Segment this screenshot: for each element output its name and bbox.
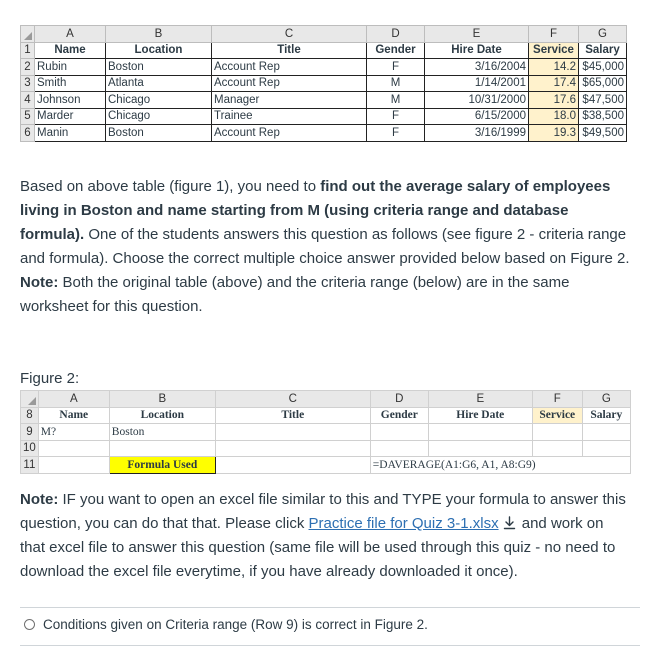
header-cell-location: Location xyxy=(106,42,212,59)
cell-location: Boston xyxy=(106,125,212,142)
cell-service: 17.6 xyxy=(529,92,579,109)
criteria-name-cell: M? xyxy=(38,424,109,441)
column-letter: C xyxy=(212,26,367,43)
row-number: 6 xyxy=(21,125,35,142)
note-text xyxy=(20,488,632,584)
header-cell-name: Name xyxy=(35,42,106,59)
answer-option[interactable] xyxy=(20,617,428,632)
column-letter: F xyxy=(529,26,579,43)
cell-title: Account Rep xyxy=(212,75,367,92)
cell-service: 14.2 xyxy=(529,59,579,76)
cell-service: 17.4 xyxy=(529,75,579,92)
cell-salary: $65,000 xyxy=(579,75,627,92)
row-number: 11 xyxy=(21,457,39,474)
empty-cell xyxy=(532,440,582,457)
column-letter: G xyxy=(579,26,627,43)
column-header-row xyxy=(21,26,627,43)
column-letter: E xyxy=(428,391,532,408)
cell-name: Marder xyxy=(35,108,106,125)
figure1-spreadsheet xyxy=(20,25,627,142)
empty-cell xyxy=(428,440,532,457)
cell-name: Manin xyxy=(35,125,106,142)
column-letter: B xyxy=(106,26,212,43)
criteria-header-hire-date: Hire Date xyxy=(428,407,532,424)
empty-cell xyxy=(428,424,532,441)
cell-hire-date: 3/16/2004 xyxy=(425,59,529,76)
formula-row xyxy=(21,457,631,474)
empty-cell xyxy=(582,440,630,457)
cell-name: Smith xyxy=(35,75,106,92)
table-row xyxy=(21,92,627,109)
cell-title: Manager xyxy=(212,92,367,109)
question-note-label: Note: xyxy=(20,274,59,291)
cell-gender: F xyxy=(367,125,425,142)
header-cell-gender: Gender xyxy=(367,42,425,59)
question-part: Both the original table (above) and the criteria range (below) are in the same worksheet for this question. xyxy=(20,274,570,315)
header-cell-title: Title xyxy=(212,42,367,59)
row-number: 5 xyxy=(21,108,35,125)
cell-service: 18.0 xyxy=(529,108,579,125)
empty-cell xyxy=(370,440,428,457)
empty-cell xyxy=(109,440,215,457)
row-number: 10 xyxy=(21,440,39,457)
criteria-header-gender: Gender xyxy=(370,407,428,424)
cell-title: Account Rep xyxy=(212,125,367,142)
cell-location: Chicago xyxy=(106,92,212,109)
empty-cell xyxy=(38,457,109,474)
empty-cell xyxy=(215,424,370,441)
column-letter: B xyxy=(109,391,215,408)
row-number: 3 xyxy=(21,75,35,92)
column-letter: E xyxy=(425,26,529,43)
cell-salary: $38,500 xyxy=(579,108,627,125)
formula-used-label: Formula Used xyxy=(109,457,215,474)
cell-gender: F xyxy=(367,59,425,76)
criteria-row xyxy=(21,424,631,441)
row-number: 8 xyxy=(21,407,39,424)
cell-hire-date: 6/15/2000 xyxy=(425,108,529,125)
question-emphasis: find out the average salary of employees living in Boston and name starting from M (using criteria range and database formula). xyxy=(20,178,611,243)
cell-gender: F xyxy=(367,108,425,125)
question-part: Based on above table (figure 1), you need to xyxy=(20,178,321,195)
cell-name: Rubin xyxy=(35,59,106,76)
option-divider-top xyxy=(20,607,640,608)
formula-cell: =DAVERAGE(A1:G6, A1, A8:G9) xyxy=(370,457,630,474)
cell-location: Boston xyxy=(106,59,212,76)
cell-salary: $49,500 xyxy=(579,125,627,142)
header-cell-hire-date: Hire Date xyxy=(425,42,529,59)
column-letter: D xyxy=(367,26,425,43)
cell-title: Account Rep xyxy=(212,59,367,76)
table-row xyxy=(21,108,627,125)
empty-cell xyxy=(370,424,428,441)
question-part: One of the students answers this question as follows (see figure 2 - criteria range and formula). Choose the correct multiple choice answer provided below based on Figure 2. xyxy=(20,226,630,267)
cell-salary: $45,000 xyxy=(579,59,627,76)
empty-cell xyxy=(215,457,370,474)
cell-title: Trainee xyxy=(212,108,367,125)
question-text xyxy=(20,175,632,319)
criteria-header-location: Location xyxy=(109,407,215,424)
column-letter: A xyxy=(35,26,106,43)
empty-cell xyxy=(582,424,630,441)
radio-button[interactable] xyxy=(24,619,35,630)
column-letter: D xyxy=(370,391,428,408)
column-letter: F xyxy=(532,391,582,408)
cell-name: Johnson xyxy=(35,92,106,109)
table-header-row xyxy=(21,42,627,59)
download-icon[interactable] xyxy=(503,516,516,530)
note-part: and work on that excel file to answer this question (same file will be used through this quiz - no need to download the excel file everytime, if you have already downloaded it once). xyxy=(20,515,616,580)
cell-hire-date: 1/14/2001 xyxy=(425,75,529,92)
note-label: Note: xyxy=(20,491,59,508)
cell-gender: M xyxy=(367,92,425,109)
table-row xyxy=(21,75,627,92)
row-number: 9 xyxy=(21,424,39,441)
practice-file-link[interactable]: Practice file for Quiz 3-1.xlsx xyxy=(308,515,499,532)
empty-cell xyxy=(215,440,370,457)
header-cell-service: Service xyxy=(529,42,579,59)
cell-hire-date: 3/16/1999 xyxy=(425,125,529,142)
table-row xyxy=(21,59,627,76)
criteria-header-salary: Salary xyxy=(582,407,630,424)
cell-location: Chicago xyxy=(106,108,212,125)
cell-service: 19.3 xyxy=(529,125,579,142)
row-number: 1 xyxy=(21,42,35,59)
criteria-location-cell: Boston xyxy=(109,424,215,441)
note-part: IF you want to open an excel file similar to this and TYPE your formula to answer this question, you can do that that. Please click xyxy=(20,491,626,532)
column-header-row xyxy=(21,391,631,408)
cell-hire-date: 10/31/2000 xyxy=(425,92,529,109)
column-letter: A xyxy=(38,391,109,408)
select-all-corner xyxy=(21,391,39,408)
row-number: 4 xyxy=(21,92,35,109)
figure2-label: Figure 2: xyxy=(20,370,80,387)
empty-cell xyxy=(532,424,582,441)
criteria-header-row xyxy=(21,407,631,424)
answer-option-label: Conditions given on Criteria range (Row 9) is correct in Figure 2. xyxy=(43,617,428,632)
cell-salary: $47,500 xyxy=(579,92,627,109)
header-cell-salary: Salary xyxy=(579,42,627,59)
column-letter: G xyxy=(582,391,630,408)
option-divider-bottom xyxy=(20,645,640,646)
empty-row xyxy=(21,440,631,457)
cell-location: Atlanta xyxy=(106,75,212,92)
criteria-header-title: Title xyxy=(215,407,370,424)
table-row xyxy=(21,125,627,142)
criteria-header-service: Service xyxy=(532,407,582,424)
cell-gender: M xyxy=(367,75,425,92)
select-all-corner xyxy=(21,26,35,43)
figure2-spreadsheet xyxy=(20,390,631,474)
column-letter: C xyxy=(215,391,370,408)
empty-cell xyxy=(38,440,109,457)
row-number: 2 xyxy=(21,59,35,76)
criteria-header-name: Name xyxy=(38,407,109,424)
